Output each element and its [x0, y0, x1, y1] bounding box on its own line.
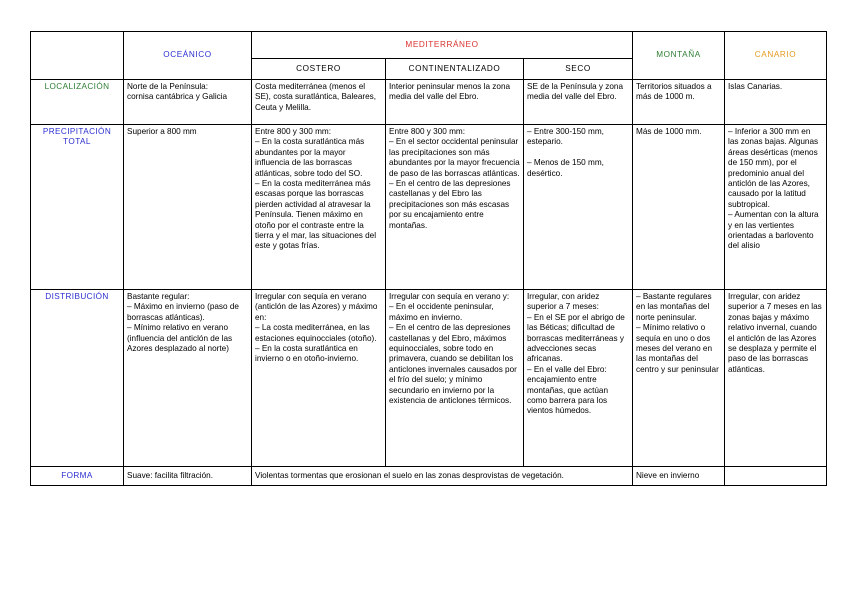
header-costero: COSTERO — [252, 59, 386, 80]
row-label-localizacion: LOCALIZACIÓN — [31, 80, 124, 125]
cell-dist-seco: Irregular, con aridez superior a 7 meses: – En el SE por el abrigo de las Béticas; dificultad de borrascas mediterráneas y advecciones secas africanas. – En el valle del Ebro: encajamiento entre montañas, que actúan como barrera para los vientos húmedos. — [524, 290, 633, 467]
header-row-1 — [31, 32, 827, 59]
cell-dist-montana: – Bastante regulares en las montañas del norte peninsular. – Mínimo relativo o sequía en uno o dos meses del verano en las montañas del centro y sur peninsular — [633, 290, 725, 467]
cell-prec-canario: – Inferior a 300 mm en las zonas bajas. Algunas áreas desérticas (menos de 150 mm), por el predominio anual del anticlón de las Azores, causado por la latitud subtropical. – Aumentan con la altura y en las vertientes orientadas a barlovento del alisio — [725, 125, 827, 290]
header-mediterraneo: MEDITERRÁNEO — [252, 32, 633, 59]
cell-loc-costero: Costa mediterránea (menos el SE), costa suratlántica, Baleares, Ceuta y Melilla. — [252, 80, 386, 125]
table-row-localizacion — [31, 80, 827, 125]
cell-loc-canario: Islas Canarias. — [725, 80, 827, 125]
table-row-forma — [31, 467, 827, 486]
cell-prec-montana: Más de 1000 mm. — [633, 125, 725, 290]
row-label-distribucion: DISTRIBUCIÓN — [31, 290, 124, 467]
header-canario: CANARIO — [725, 32, 827, 80]
cell-prec-costero: Entre 800 y 300 mm: – En la costa suratlántica más abundantes por la mayor influencia de las borrascas atlánticas, sobre todo del SO. – En la costa mediterránea más escasas porque las borrascas pierden actividad al atravesar la Península. Tienen máximo en otoño por el contraste entre la tierra y el mar, las situaciones del este y gotas frías. — [252, 125, 386, 290]
header-montana: MONTAÑA — [633, 32, 725, 80]
cell-loc-montana: Territorios situados a más de 1000 m. — [633, 80, 725, 125]
cell-loc-oceanico: Norte de la Península: cornisa cantábrica y Galicia — [124, 80, 252, 125]
header-oceanico: OCEÁNICO — [124, 32, 252, 80]
table-row-distribucion — [31, 290, 827, 467]
cell-forma-montana: Nieve en invierno — [633, 467, 725, 486]
cell-loc-seco: SE de la Península y zona media del valle del Ebro. — [524, 80, 633, 125]
cell-dist-continentalizado: Irregular con sequía en verano y: – En el occidente peninsular, máximo en invierno. – En el centro de las depresiones castellanas y del Ebro, máximos equinocciales, sobre todo en primavera, cuando se debilitan los anticlones invernales causados por el frío del suelo; y mínimo secundario en invierno por la existencia de anticlones térmicos. — [386, 290, 524, 467]
cell-dist-oceanico: Bastante regular: – Máximo en invierno (paso de borrascas atlánticas). – Mínimo relativo en verano (influencia del anticlón de las Azores desplazado al norte) — [124, 290, 252, 467]
cell-loc-continentalizado: Interior peninsular menos la zona media del valle del Ebro. — [386, 80, 524, 125]
climate-table — [30, 31, 827, 486]
cell-prec-seco: – Entre 300-150 mm, estepario. – Menos de 150 mm, desértico. — [524, 125, 633, 290]
header-seco: SECO — [524, 59, 633, 80]
row-label-precipitacion: PRECIPITACIÓN TOTAL — [31, 125, 124, 290]
cell-forma-mediterraneo: Violentas tormentas que erosionan el suelo en las zonas desprovistas de vegetación. — [252, 467, 633, 486]
header-continentalizado: CONTINENTALIZADO — [386, 59, 524, 80]
cell-prec-oceanico: Superior a 800 mm — [124, 125, 252, 290]
table-row-precipitacion — [31, 125, 827, 290]
cell-dist-canario: Irregular, con aridez superior a 7 meses en las zonas bajas y máximo relativo invernal, cuando el anticlón de las Azores se desplaza y permite el paso de las borrascas atlánticas. — [725, 290, 827, 467]
cell-dist-costero: Irregular con sequía en verano (anticlón de las Azores) y máximo en: – La costa mediterránea, en las estaciones equinocciales (otoño). – En la costa suratlántica en invierno o en otoño-invierno. — [252, 290, 386, 467]
cell-forma-oceanico: Suave: facilita filtración. — [124, 467, 252, 486]
cell-prec-continentalizado: Entre 800 y 300 mm: – En el sector occidental peninsular las precipitaciones son más abundantes por la mayor frecuencia de paso de las borrascas atlánticas. – En el centro de las depresiones castellanas y del Ebro las precipitaciones son más escasas por su encajamiento entre montañas. — [386, 125, 524, 290]
row-label-forma: FORMA — [31, 467, 124, 486]
cell-forma-canario — [725, 467, 827, 486]
corner-cell — [31, 32, 124, 80]
